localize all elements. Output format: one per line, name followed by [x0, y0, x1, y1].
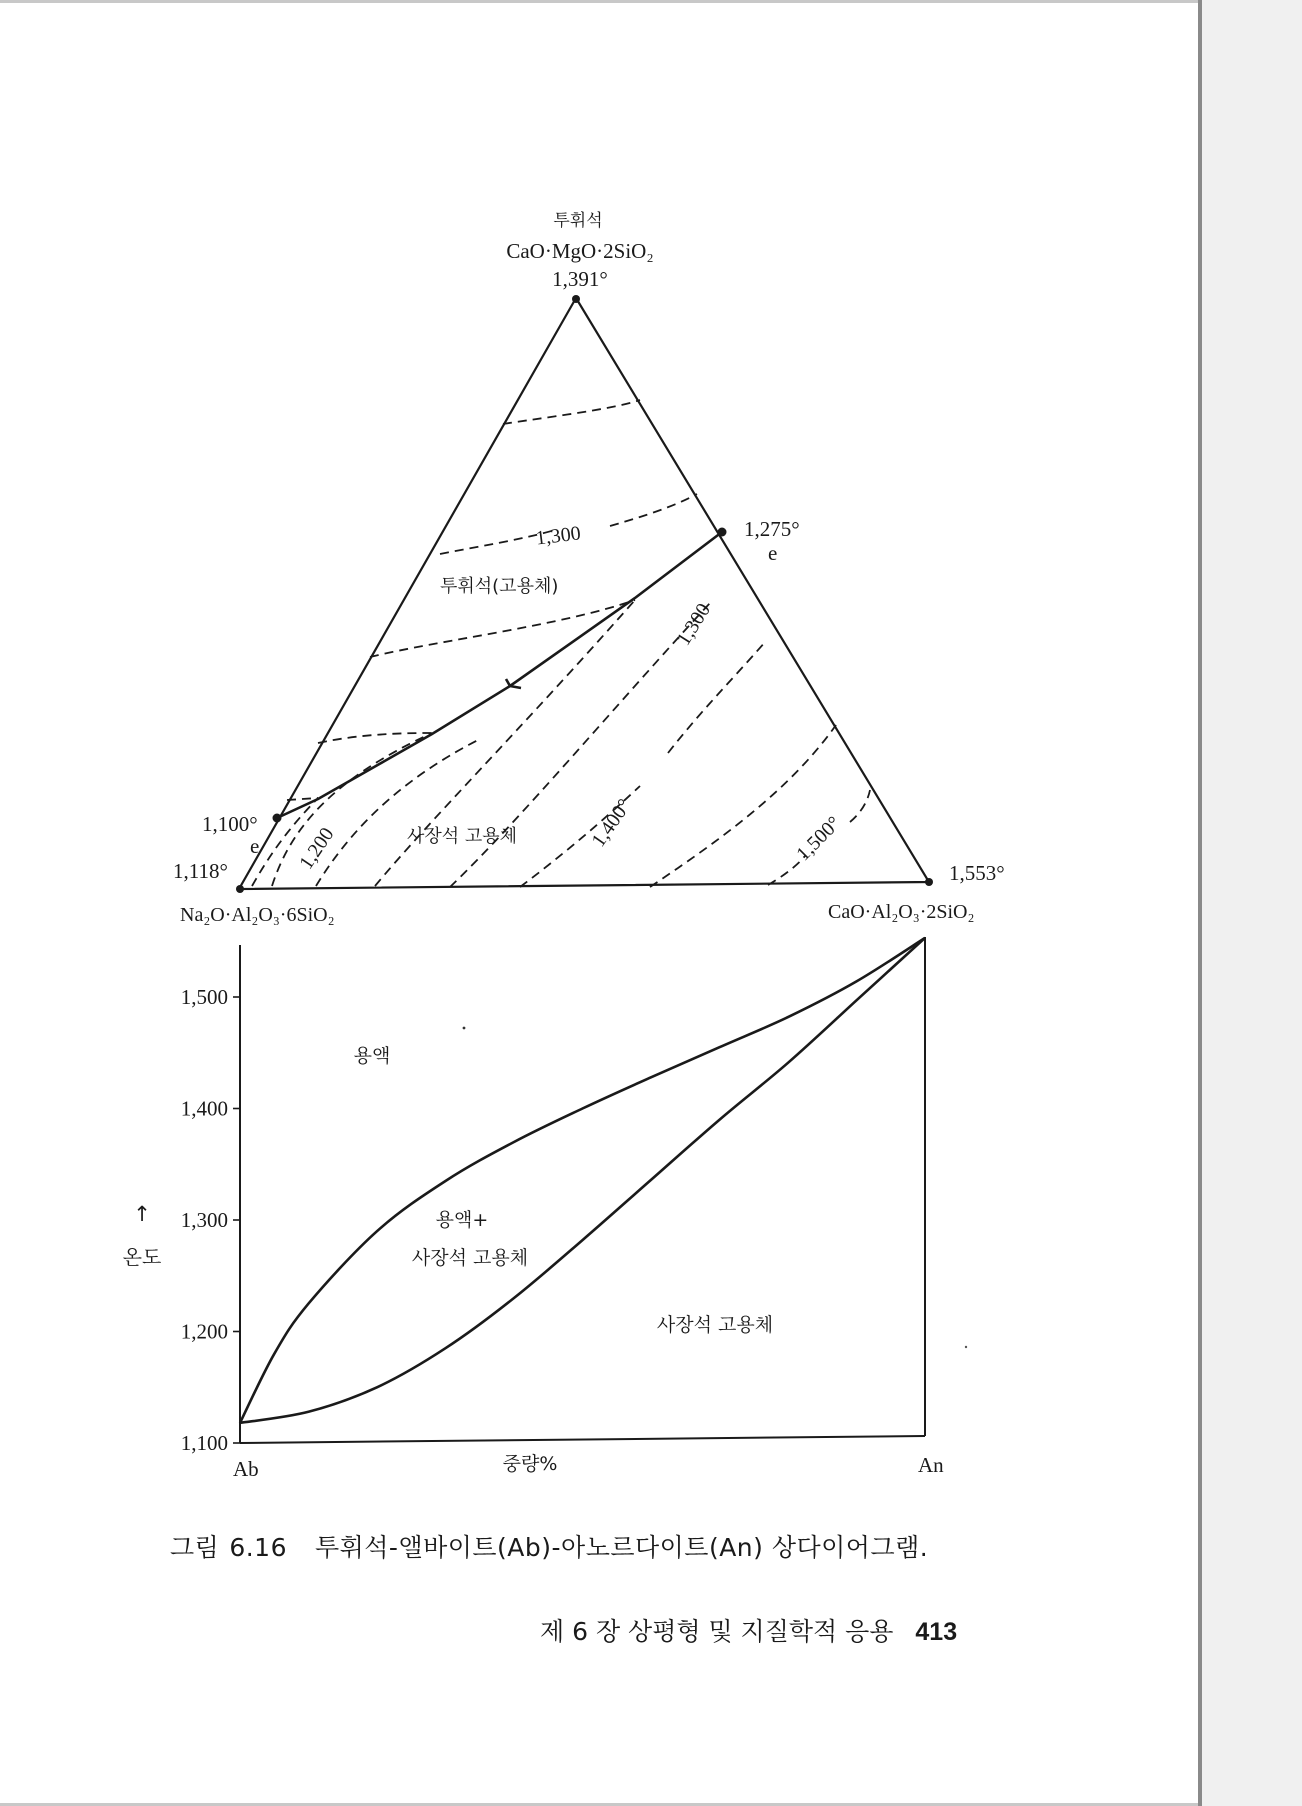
eutectic-point-left — [273, 814, 282, 823]
field-label-diopside: 투휘석(고용체) — [440, 576, 559, 597]
cotectic-line — [277, 532, 722, 818]
isotherm-plag-b — [316, 740, 478, 886]
speck-mark — [965, 1346, 967, 1348]
ternary-triangle — [239, 298, 929, 889]
vertex-left-temp: 1,118° — [173, 859, 228, 883]
speck-mark — [463, 1027, 466, 1030]
isotherm-label-plag-1500: 1,500° — [792, 812, 846, 866]
region-label-liquid-plus-plag: 사장석 고용체 — [411, 1247, 529, 1269]
liquidus-curve — [240, 938, 925, 1423]
eutectic-right-e: e — [768, 541, 778, 565]
vertex-right-formula: CaO·Al₂O₃·2SiO₂ — [828, 901, 975, 923]
caption-label: 그림 — [170, 1533, 220, 1562]
y-tick-label: 1,400 — [180, 1096, 228, 1121]
caption-number: 6.16 — [229, 1533, 287, 1562]
vertex-point-right — [925, 878, 933, 886]
y-tick-label: 1,500 — [180, 985, 228, 1009]
region-label-plagioclase: 사장석 고용체 — [656, 1314, 774, 1336]
eutectic-left-e: e — [250, 834, 260, 858]
isotherm-plag-1400 — [520, 641, 766, 887]
eutectic-right-temp: 1,275° — [744, 517, 800, 541]
eutectic-left-temp: 1,100° — [202, 812, 258, 836]
y-ticks — [181, 985, 240, 1455]
page-background — [1202, 0, 1302, 1806]
caption-text: 투휘석-앨바이트(Ab)-아노르다이트(An) 상다이어그램. — [314, 1533, 929, 1562]
region-label-liquid-plus: 용액+ — [435, 1209, 489, 1231]
isotherm-label-plag-1400: 1,400° — [587, 795, 636, 852]
isotherm-diopside-top — [503, 400, 640, 424]
arrow-up-icon: ↑ — [133, 1202, 151, 1226]
isotherm-label-plag-1200: 1,200 — [295, 823, 339, 874]
region-label-liquid: 용액 — [353, 1045, 391, 1067]
page-footer — [540, 1612, 957, 1648]
figure-caption — [170, 1528, 928, 1564]
vertex-right-temp: 1,553° — [949, 861, 1005, 885]
binary-chart — [181, 937, 925, 1455]
vertex-point-left — [236, 885, 244, 893]
eutectic-point-right — [718, 528, 727, 537]
x-end-label-ab: Ab — [233, 1457, 259, 1481]
apex-formula-label: CaO·MgO·2SiO₂ — [506, 239, 654, 263]
x-axis-title: 중량% — [502, 1453, 558, 1475]
footer-page-number: 413 — [915, 1618, 958, 1646]
apex-temp-label: 1,391° — [552, 267, 608, 291]
solidus-curve — [240, 938, 925, 1423]
isotherm-label-plag-1300: 1,300 — [672, 599, 716, 650]
ternary-diagram — [236, 295, 933, 893]
footer-chapter: 제 6 장 상평형 및 지질학적 응용 — [540, 1617, 894, 1646]
x-axis-line — [240, 1436, 925, 1443]
y-tick-label: 1,100 — [180, 1431, 228, 1455]
y-axis-title: 온도 — [122, 1245, 162, 1269]
isotherm-diopside-low — [370, 600, 635, 657]
x-end-label-an: An — [918, 1453, 944, 1477]
y-tick-label: 1,300 — [180, 1208, 228, 1232]
y-tick-label: 1,200 — [180, 1319, 228, 1344]
apex-name-label: 투휘석 — [553, 211, 603, 231]
isotherm-label-diopside-1300: 1,300 — [534, 522, 582, 550]
vertex-point-top — [572, 295, 580, 303]
field-label-plagioclase: 사장석 고용체 — [406, 826, 518, 847]
isotherm-diopside-lower — [318, 733, 432, 743]
vertex-left-formula: Na₂O·Al₂O₃·6SiO₂ — [180, 904, 335, 926]
